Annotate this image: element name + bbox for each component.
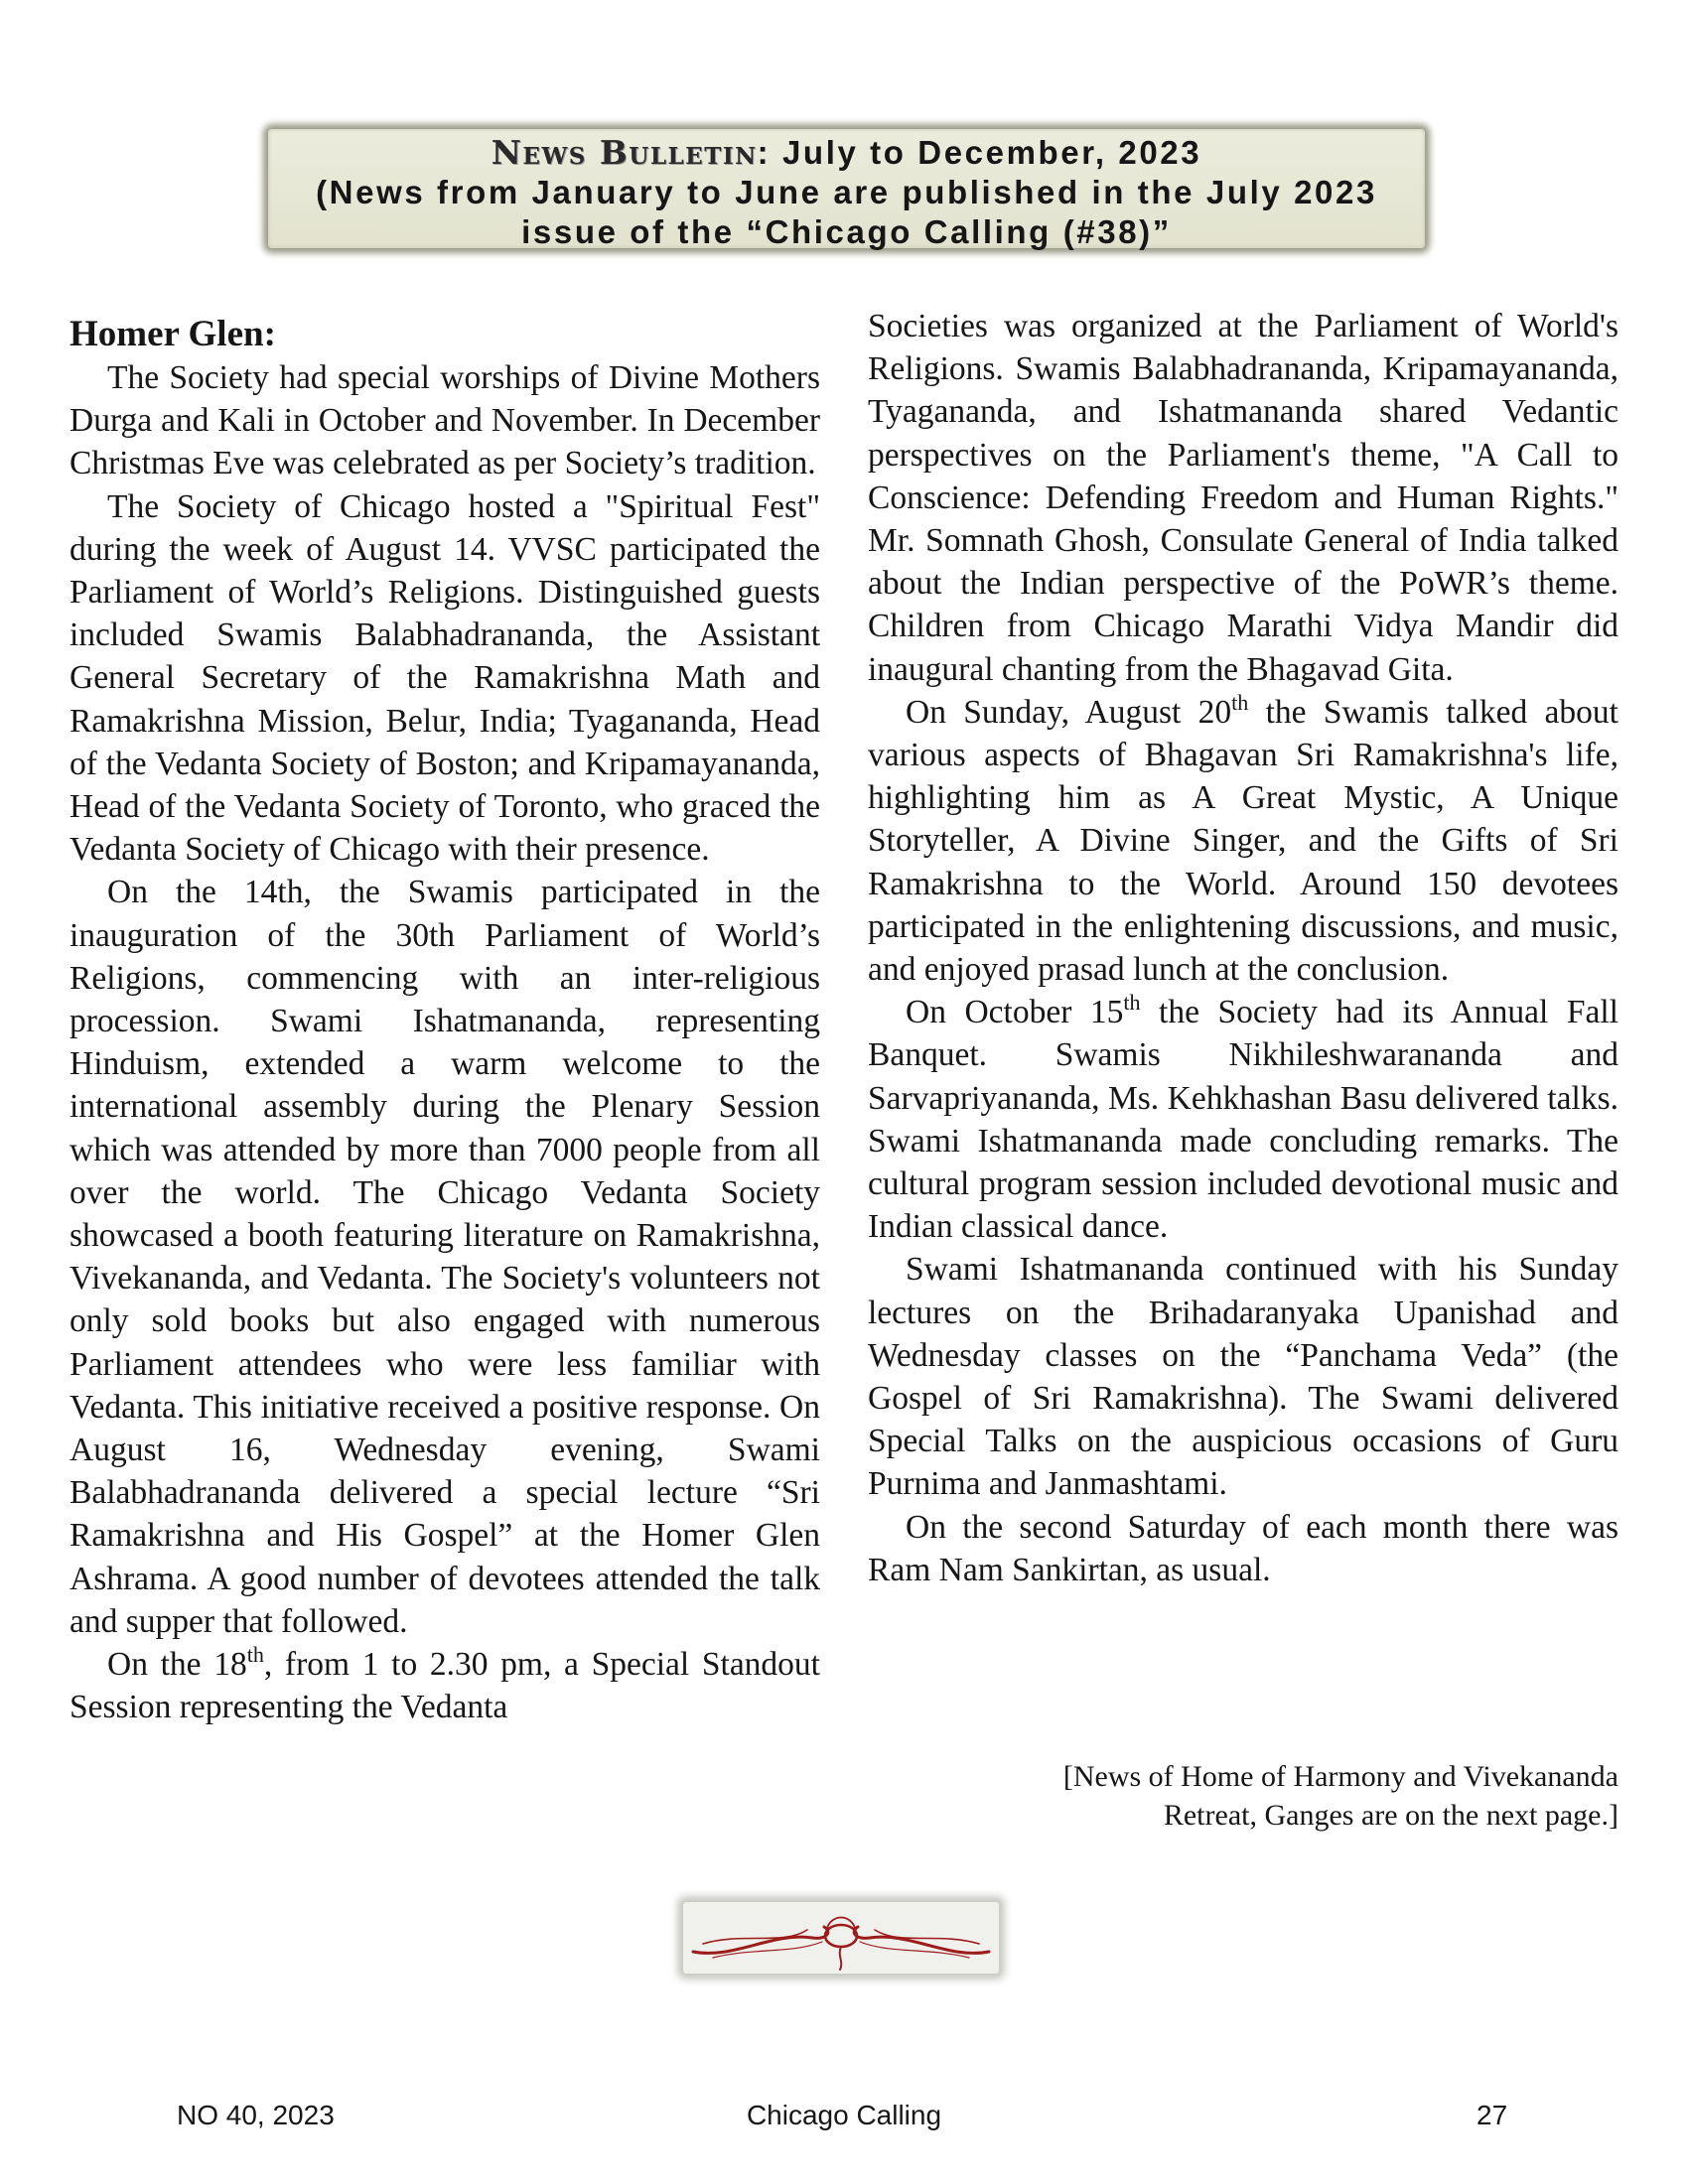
paragraph-spiritual-fest: The Society of Chicago hosted a "Spiritual Fest" during the week of August 14. VVSC participated the Parliament of World’s Religions. Distinguished guests included Swamis Balabhadrananda, the Assistant General Secretary of the Ramakrishna Math and Ramakrishna Mission, Belur, India; Tyagananda, Head of the Vedanta Society of Boston; and Kripamayananda, Head of the Vedanta Society of Toronto, who graced the Vedanta Society of Chicago with their presence.: [70, 487, 820, 869]
paragraph-worships: The Society had special worships of Divine Mothers Durga and Kali in October and November. In December Christmas Eve was celebrated as per Society’s tradition.: [70, 359, 820, 482]
banner-subtitle-line-1: (News from January to June are published in the July 2023: [316, 174, 1377, 210]
banner-subtitle-line-2: issue of the “Chicago Calling (#38)”: [521, 213, 1172, 250]
news-bulletin-banner: [268, 129, 1425, 248]
banner-title-line: [268, 133, 1425, 173]
decorative-swirl-divider-icon: [683, 1902, 999, 1974]
paragraph-parliament-inauguration: On the 14th, the Swamis participated in the inauguration of the 30th Parliament of World’s Religions, commencing with an inter-religious procession. Swami Ishatmananda, representing Hinduism, extended a warm welcome to the international assembly during the Plenary Session which was attended by more than 7000 people from all over the world. The Chicago Vedanta Society showcased a booth featuring literature on Ramakrishna, Vivekananda, and Vedanta. The Society's volunteers not only sold books but also engaged with numerous Parliament attendees who were less familiar with Vedanta. This initiative received a positive response. On August 16, Wednesday evening, Swami Balabhadrananda delivered a special lecture “Sri Ramakrishna and His Gospel” at the Homer Glen Ashrama. A good number of devotees attended the talk and supper that followed.: [70, 874, 820, 1640]
footer-issue: NO 40, 2023: [177, 2100, 335, 2130]
next-page-note: [868, 1757, 1618, 1835]
next-page-note-line-1: [News of Home of Harmony and Vivekananda: [1062, 1760, 1618, 1793]
paragraph-standout-session-continued: Societies was organized at the Parliament of World's Religions. Swamis Balabhadrananda, Kripamayananda, Tyagananda, and Ishatmananda shared Vedantic perspectives on the Parliament's theme, "A Call to Conscience: Defending Freedom and Human Rights." Mr. Somnath Ghosh, Consulate General of India talked about the Indian perspective of the PoWR’s theme. Children from Chicago Marathi Vidya Mandir did inaugural chanting from the Bhagavad Gita.: [868, 308, 1618, 688]
paragraph-sankirtan: On the second Saturday of each month there was Ram Nam Sankirtan, as usual.: [868, 1508, 1618, 1588]
paragraph-lectures: Swami Ishatmananda continued with his Sunday lectures on the Brihadaranyaka Upanishad and Wednesday classes on the “Panchama Veda” (the Gospel of Sri Ramakrishna). The Swami delivered Special Talks on the auspicious occasions of Guru Purnima and Janmashtami.: [868, 1251, 1618, 1503]
footer-title: Chicago Calling: [746, 2100, 942, 2130]
paragraph-standout-session: On the 18th, from 1 to 2.30 pm, a Special Standout Session representing the Vedanta: [70, 1642, 820, 1726]
right-column: [868, 305, 1618, 1591]
footer-page-number: 27: [1477, 2100, 1508, 2130]
paragraph-fall-banquet: On October 15th the Society had its Annual Fall Banquet. Swamis Nikhileshwarananda and Sarvapriyananda, Ms. Kehkhashan Basu delivered talks. Swami Ishatmananda made concluding remarks. The cultural program session included devotional music and Indian classical dance.: [868, 990, 1618, 1246]
section-heading: Homer Glen:: [70, 314, 276, 354]
banner-date-range: : July to December, 2023: [757, 134, 1202, 171]
paragraph-sunday-august-20: On Sunday, August 20th the Swamis talked about various aspects of Bhagavan Sri Ramakrishna's life, highlighting him as A Great Mystic, A Unique Storyteller, A Divine Singer, and the Gifts of Sri Ramakrishna to the World. Around 150 devotees participated in the enlightening discussions, and music, and enjoyed prasad lunch at the conclusion.: [868, 689, 1618, 989]
left-column: [70, 305, 820, 1729]
next-page-note-line-2: Retreat, Ganges are on the next page.]: [1163, 1799, 1618, 1832]
banner-label: News Bulletin: [491, 133, 758, 172]
